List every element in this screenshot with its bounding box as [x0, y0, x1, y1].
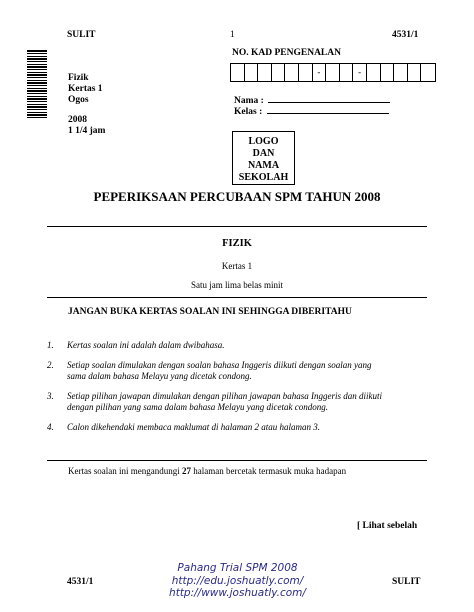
kad-cell[interactable]	[258, 64, 272, 81]
instruction-number: 3.	[47, 390, 54, 401]
kad-cell[interactable]	[272, 64, 286, 81]
time-label: Satu jam lima belas minit	[191, 280, 283, 290]
stamp-line-1: Pahang Trial SPM 2008	[177, 562, 298, 574]
paper-label: Kertas 1	[221, 261, 253, 271]
kad-cell[interactable]	[408, 64, 422, 81]
instruction-item	[47, 340, 392, 352]
kad-cell[interactable]	[421, 64, 435, 81]
divider-bottom	[47, 460, 427, 461]
instruction-text: Calon dikehendaki membaca maklumat di halaman 2 atau halaman 3.	[67, 421, 320, 432]
subject-block	[68, 73, 105, 137]
kad-cell[interactable]	[245, 64, 259, 81]
logo-line-2: DAN	[252, 148, 275, 159]
instruction-item	[47, 360, 392, 383]
kad-cell[interactable]	[326, 64, 340, 81]
exam-month: Ogos	[68, 95, 89, 105]
kad-cell[interactable]	[367, 64, 381, 81]
watermark-stamp	[150, 562, 325, 600]
header-code: 4531/1	[392, 30, 419, 40]
logo-line-4: SEKOLAH	[238, 172, 289, 183]
kad-pengenalan-grid	[230, 63, 436, 82]
kad-cell[interactable]: -	[353, 64, 367, 81]
divider-middle	[47, 297, 427, 298]
school-logo-box	[232, 131, 295, 185]
pages-count: 27	[181, 466, 191, 476]
footer-code: 4531/1	[67, 577, 94, 587]
barcode-image	[27, 50, 47, 118]
instruction-item	[47, 391, 392, 414]
footer-sulit: SULIT	[392, 577, 421, 587]
exam-title: PEPERIKSAAN PERCUBAAN SPM TAHUN 2008	[93, 189, 381, 204]
warning-text: JANGAN BUKA KERTAS SOALAN INI SEHINGGA DIBERITAHU	[68, 307, 352, 317]
next-page-note: [ Lihat sebelah	[357, 521, 418, 531]
kad-label: NO. KAD PENGENALAN	[232, 48, 341, 58]
kad-cell[interactable]	[299, 64, 313, 81]
kelas-label: Kelas :	[234, 107, 263, 117]
stamp-link-www[interactable]: http://www.joshuatly.com/	[169, 587, 306, 599]
kad-cell[interactable]	[381, 64, 395, 81]
nama-row	[234, 96, 390, 106]
pages-note-before: Kertas soalan ini mengandungi	[68, 466, 180, 476]
subject-title: FIZIK	[222, 238, 252, 249]
nama-field[interactable]	[268, 102, 390, 103]
paper-name: Kertas 1	[68, 84, 103, 94]
stamp-link-edu[interactable]: http://edu.joshuatly.com/	[171, 574, 304, 587]
exam-duration: 1 1/4 jam	[68, 126, 106, 136]
instructions-list	[47, 340, 392, 441]
page-number: 1	[230, 30, 235, 40]
nama-label: Nama :	[234, 96, 264, 106]
instruction-number: 4.	[47, 421, 54, 432]
logo-line-1: LOGO	[248, 136, 279, 147]
kad-cell[interactable]: -	[313, 64, 327, 81]
kelas-field[interactable]	[267, 113, 389, 114]
divider-top	[47, 226, 427, 227]
instruction-text: Setiap soalan dimulakan dengan soalan bahasa Inggeris diikuti dengan soalan yang sama dalam bahasa Melayu yang dicetak condong.	[67, 359, 372, 381]
instruction-number: 2.	[47, 359, 54, 370]
exam-year: 2008	[68, 115, 87, 125]
kad-cell[interactable]	[340, 64, 354, 81]
kad-cell[interactable]	[394, 64, 408, 81]
instruction-text: Kertas soalan ini adalah dalam dwibahasa.	[67, 340, 225, 350]
instruction-text: Setiap pilihan jawapan dimulakan dengan pilihan jawapan bahasa Inggeris dan diikuti dengan pilihan yang sama dalam bahasa Melayu yang dicetak condong.	[67, 390, 382, 412]
logo-line-3: NAMA	[247, 160, 280, 171]
pages-note-after: halaman bercetak termasuk muka hadapan	[193, 466, 347, 476]
instruction-item	[47, 422, 392, 434]
subject-name: Fizik	[68, 73, 89, 83]
pages-note	[68, 466, 346, 476]
kelas-row	[234, 107, 389, 117]
header-sulit: SULIT	[67, 30, 96, 40]
kad-cell[interactable]	[231, 64, 245, 81]
instruction-number: 1.	[47, 340, 54, 350]
kad-cell[interactable]	[285, 64, 299, 81]
